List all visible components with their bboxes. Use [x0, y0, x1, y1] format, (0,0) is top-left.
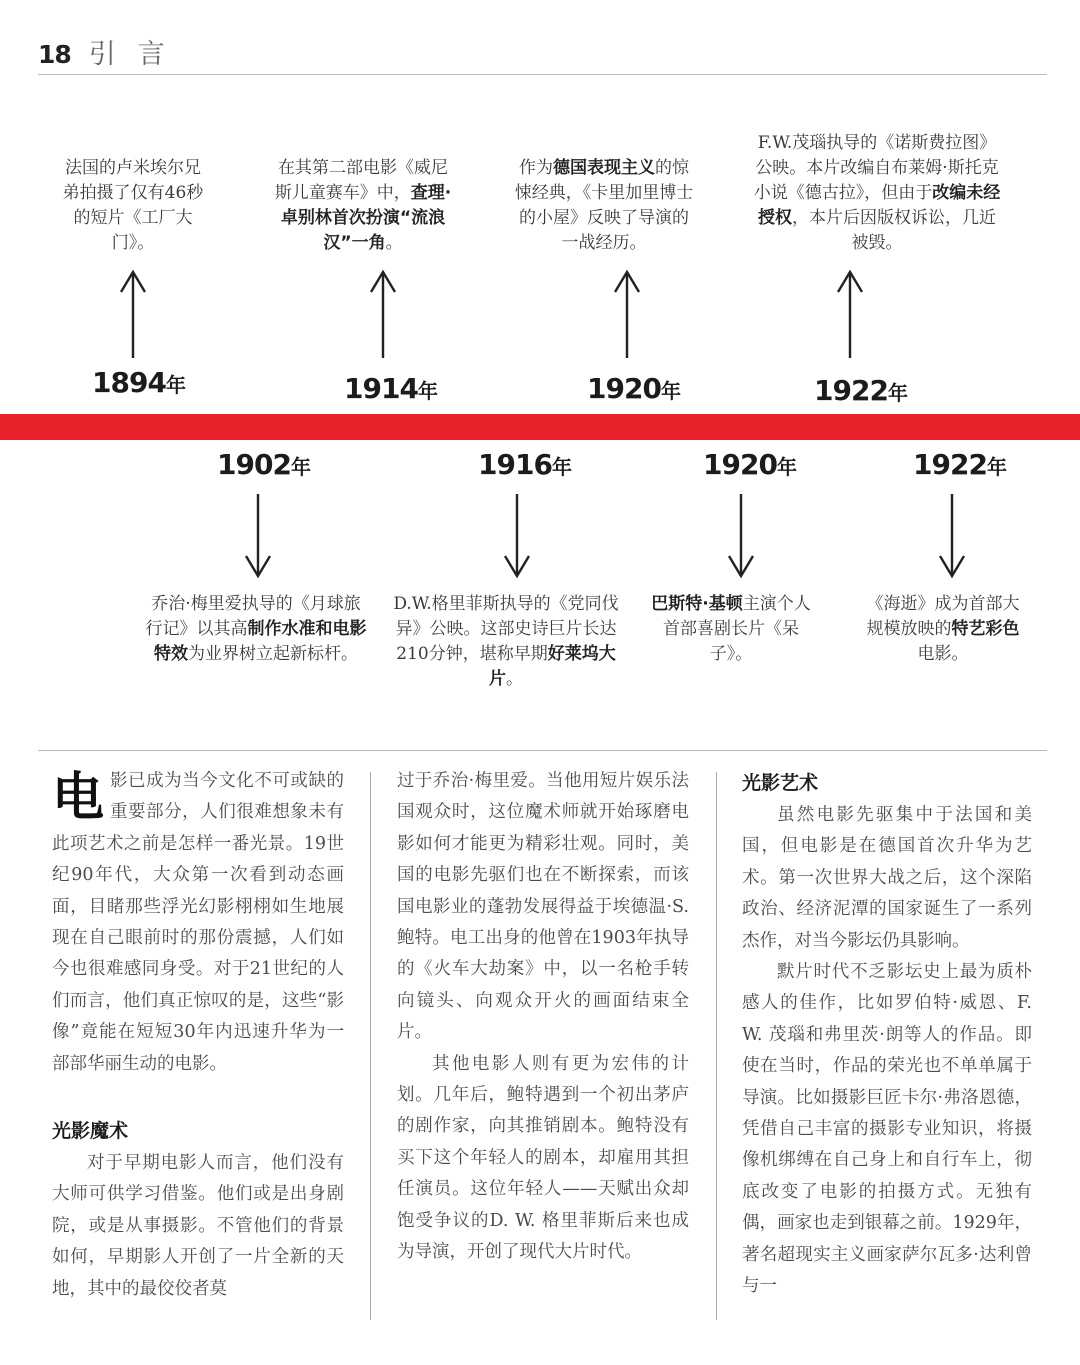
year-label-1920-top: 1920年	[587, 372, 681, 405]
column-divider	[716, 772, 717, 1320]
event-1916	[392, 592, 620, 692]
page-number: 18	[38, 40, 71, 69]
paragraph: 过于乔治·梅里爱。当他用短片娱乐法国观众时，这位魔术师就开始琢磨电影如何才能更为精彩壮观。同时，美国的电影先驱们也在不断探索，而该国电影业的蓬勃发展得益于埃德温·S. 鲍特。电工出身的他曾在1903年执导的《火车大劫案》中，以一名枪手转向镜头、向观众开火的画面结束全片。	[397, 771, 689, 1043]
page-header	[38, 32, 187, 72]
article-column-2	[397, 766, 689, 1269]
event-text-bold: 制作水准和电影特效	[154, 619, 367, 664]
event-1894	[58, 156, 208, 256]
event-text-pre: 乔治·梅里爱执导的《月球旅行记》以其高	[145, 594, 361, 639]
arrow-down-icon	[502, 492, 532, 580]
header-rule	[38, 74, 1047, 75]
event-text-bold: 特艺彩色	[951, 619, 1020, 639]
year-label-1914: 1914年	[344, 372, 438, 405]
event-text-bold: 德国表现主义	[553, 158, 655, 178]
timeline-bar	[0, 414, 1080, 440]
event-text-pre: D.W.格里菲斯执导的《党同伐异》公映。这部史诗巨片长达210分钟，堪称早期	[393, 594, 619, 664]
event-1920-top	[512, 156, 696, 256]
event-text-post: 的惊悚经典，《卡里加里博士的小屋》反映了导演的一战经历。	[514, 158, 694, 253]
paragraph: 对于早期电影人而言，他们没有大师可供学习借鉴。他们或是出身剧院，或是从事摄影。不管他们的背景如何，早期影人开创了一片全新的天地，其中的最佼佼者莫	[52, 1153, 344, 1299]
arrow-up-icon	[835, 268, 865, 360]
arrow-up-icon	[612, 268, 642, 360]
paragraph: 其他电影人则有更为宏伟的计划。几年后，鲍特遇到一个初出茅庐的剧作家，向其推销剧本。鲍特没有买下这个年轻人的剧本，却雇用其担任演员。这位年轻人——天赋出众却饱受争议的D. W. 格里菲斯后来也成为导演，开创了现代大片时代。	[397, 1053, 689, 1263]
arrow-down-icon	[726, 492, 756, 580]
paragraph: 默片时代不乏影坛史上最为质朴感人的佳作，比如罗伯特·威恩、F. W. 茂瑙和弗里茨·朗等人的作品。即使在当时，作品的荣光也不单单属于导演。比如摄影巨匠卡尔·弗洛恩德，凭借自己丰富的摄影专业知识，将摄像机绑缚在自己身上和自行车上，彻底改变了电影的拍摄方式。无独有偶，画家也走到银幕之前。1929年，著名超现实主义画家萨尔瓦多·达利曾与一	[742, 962, 1032, 1297]
arrow-up-icon	[118, 268, 148, 360]
event-text-post: ，本片后因版权诉讼，几近被毁。	[792, 208, 996, 253]
event-text-pre: F.W.茂瑙执导的《诺斯费拉图》公映。本片改编自布莱姆·斯托克小说《德古拉》，但由于	[753, 133, 999, 203]
event-text-post: 主演个人首部喜剧长片《呆子》。	[663, 594, 811, 664]
event-1920-bottom	[648, 592, 814, 667]
year-label-1922-top: 1922年	[814, 374, 908, 407]
event-text-post: 电影。	[917, 644, 969, 664]
section-rule	[38, 750, 1047, 751]
event-text-post: 为业界树立起新标杆。	[188, 644, 358, 664]
article-column-1	[52, 766, 344, 1305]
event-text-bold: 好莱坞大片	[489, 644, 616, 689]
event-1914	[272, 156, 454, 256]
event-text-bold: 改编未经授权	[758, 183, 1001, 228]
event-text-pre: 作为	[519, 158, 553, 178]
drop-cap: 电	[52, 768, 105, 828]
year-label-1894: 1894年	[92, 366, 186, 399]
event-text-bold: 巴斯特·基顿	[651, 594, 743, 614]
heading-light-art: 光影艺术	[742, 772, 819, 794]
column-divider	[370, 772, 371, 1320]
arrow-down-icon	[937, 492, 967, 580]
heading-light-magic: 光影魔术	[52, 1120, 129, 1143]
event-text-pre: 在其第二部电影《威尼斯儿童赛车》中，	[274, 158, 448, 203]
arrow-down-icon	[243, 492, 273, 580]
year-label-1916: 1916年	[478, 448, 572, 481]
year-label-1902: 1902年	[217, 448, 311, 481]
paragraph: 虽然电影先驱集中于法国和美国，但电影是在德国首次升华为艺术。第一次世界大战之后，这个深陷政治、经济泥潭的国家诞生了一系列杰作，对当今影坛仍具影响。	[742, 805, 1032, 951]
intro-paragraph: 电影已成为当今文化不可或缺的重要部分，人们很难想象未有此项艺术之前是怎样一番光景。19世纪90年代，大众第一次看到动态画面，目睹那些浮光幻影栩栩如生地展现在自己眼前时的那份震撼，人们如今也很难感同身受。对于21世纪的人们而言，他们真正惊叹的是，这些“影像”竟能在短短30年内迅速升华为一部部华丽生动的电影。	[52, 768, 344, 1074]
event-text-post: 。	[506, 669, 523, 689]
year-label-1922-bottom: 1922年	[913, 448, 1007, 481]
event-text-pre: 《海逝》成为首部大规模放映的	[866, 594, 1020, 639]
event-text: 法国的卢米埃尔兄弟拍摄了仅有46秒的短片《工厂大门》。	[62, 158, 204, 253]
event-text-post: 。	[385, 233, 403, 253]
article-column-3	[742, 766, 1032, 1303]
year-label-1920-bottom: 1920年	[703, 448, 797, 481]
event-1922-bottom	[862, 592, 1024, 667]
event-1902	[143, 592, 369, 667]
arrow-up-icon	[368, 268, 398, 360]
event-text-bold: 查理·卓别林首次扮演“流浪汉”一角	[280, 183, 452, 253]
event-1922-top	[752, 131, 1002, 256]
section-title: 引言	[88, 39, 187, 70]
